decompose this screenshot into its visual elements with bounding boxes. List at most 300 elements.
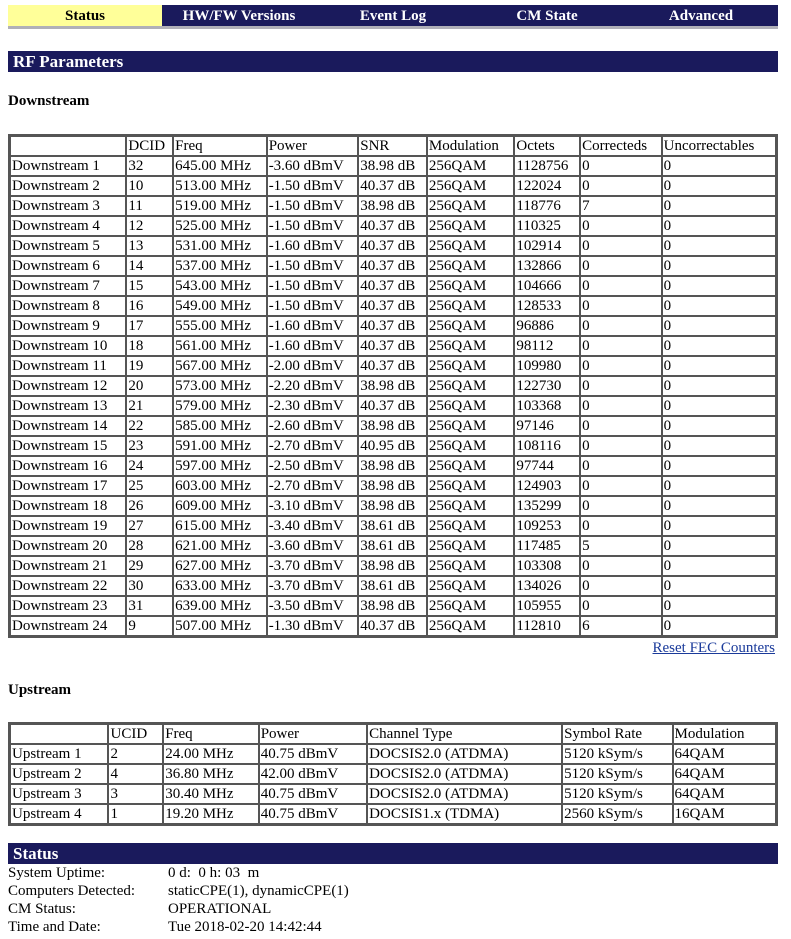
table-cell: Downstream 11 xyxy=(10,356,126,376)
table-cell: Downstream 5 xyxy=(10,236,126,256)
table-row xyxy=(10,236,776,256)
table-row xyxy=(10,456,776,476)
table-cell: Downstream 15 xyxy=(10,436,126,456)
column-header: Modulation xyxy=(427,136,515,156)
downstream-header-row xyxy=(10,136,776,156)
table-cell: 609.00 MHz xyxy=(173,496,267,516)
table-cell: Downstream 16 xyxy=(10,456,126,476)
table-cell: 15 xyxy=(126,276,173,296)
table-cell: 0 xyxy=(662,296,776,316)
table-cell: 17 xyxy=(126,316,173,336)
table-cell: 256QAM xyxy=(427,156,515,176)
status-label: System Uptime: xyxy=(8,865,106,881)
table-cell: 40.37 dB xyxy=(358,396,427,416)
column-header: Correcteds xyxy=(580,136,662,156)
table-cell: 24.00 MHz xyxy=(163,744,259,764)
table-row xyxy=(10,216,776,236)
table-cell: 0 xyxy=(662,476,776,496)
status-row-computers xyxy=(8,882,349,900)
table-cell: 38.61 dB xyxy=(358,536,427,556)
table-cell: 0 xyxy=(580,236,662,256)
table-cell: 256QAM xyxy=(427,316,515,336)
table-cell: 21 xyxy=(126,396,173,416)
table-cell: 256QAM xyxy=(427,436,515,456)
table-cell: 20 xyxy=(126,376,173,396)
table-cell: -1.50 dBmV xyxy=(267,256,359,276)
tab-hw-fw-versions[interactable]: HW/FW Versions xyxy=(182,8,296,24)
table-cell: 40.37 dB xyxy=(358,356,427,376)
table-cell: 64QAM xyxy=(673,764,776,784)
table-row xyxy=(10,496,776,516)
table-row xyxy=(10,436,776,456)
table-cell: 0 xyxy=(662,616,776,636)
table-cell: 40.37 dB xyxy=(358,176,427,196)
table-cell: Upstream 4 xyxy=(10,804,108,824)
table-cell: 5120 kSym/s xyxy=(562,744,672,764)
table-cell: 38.61 dB xyxy=(358,516,427,536)
table-cell: 633.00 MHz xyxy=(173,576,267,596)
table-cell: 256QAM xyxy=(427,616,515,636)
table-cell: 0 xyxy=(580,176,662,196)
table-cell: 36.80 MHz xyxy=(163,764,259,784)
table-cell: Downstream 1 xyxy=(10,156,126,176)
table-cell: -2.00 dBmV xyxy=(267,356,359,376)
table-cell: -3.60 dBmV xyxy=(267,536,359,556)
column-header: Octets xyxy=(514,136,580,156)
column-header: DCID xyxy=(126,136,173,156)
table-row xyxy=(10,784,776,804)
table-cell: 256QAM xyxy=(427,216,515,236)
tab-advanced[interactable]: Advanced xyxy=(668,8,734,24)
table-cell: 555.00 MHz xyxy=(173,316,267,336)
table-cell: 537.00 MHz xyxy=(173,256,267,276)
table-cell: 0 xyxy=(662,356,776,376)
status-section-header: Status xyxy=(8,843,778,864)
table-cell: Downstream 24 xyxy=(10,616,126,636)
table-cell: 103308 xyxy=(514,556,580,576)
tab-cm-state[interactable]: CM State xyxy=(516,8,578,24)
table-cell: 109980 xyxy=(514,356,580,376)
table-cell: 40.37 dB xyxy=(358,256,427,276)
table-cell: 135299 xyxy=(514,496,580,516)
table-cell: Upstream 1 xyxy=(10,744,108,764)
column-header: Symbol Rate xyxy=(562,724,672,744)
table-cell: 519.00 MHz xyxy=(173,196,267,216)
table-cell: 513.00 MHz xyxy=(173,176,267,196)
table-cell: 0 xyxy=(662,156,776,176)
table-cell: Downstream 19 xyxy=(10,516,126,536)
table-cell: 32 xyxy=(126,156,173,176)
table-cell: 96886 xyxy=(514,316,580,336)
status-value: staticCPE(1), dynamicCPE(1) xyxy=(168,883,349,899)
table-cell: 40.75 dBmV xyxy=(259,784,367,804)
table-cell: -1.30 dBmV xyxy=(267,616,359,636)
table-cell: -2.20 dBmV xyxy=(267,376,359,396)
table-cell: -2.50 dBmV xyxy=(267,456,359,476)
table-cell: 16 xyxy=(126,296,173,316)
table-cell: 579.00 MHz xyxy=(173,396,267,416)
table-cell: 0 xyxy=(662,496,776,516)
table-row xyxy=(10,336,776,356)
table-cell: 256QAM xyxy=(427,256,515,276)
table-cell: 40.37 dB xyxy=(358,276,427,296)
table-cell: 639.00 MHz xyxy=(173,596,267,616)
status-value: Tue 2018-02-20 14:42:44 xyxy=(168,919,322,935)
table-cell: Upstream 2 xyxy=(10,764,108,784)
status-row-cm-status xyxy=(8,900,349,918)
table-cell: 0 xyxy=(580,516,662,536)
table-row xyxy=(10,596,776,616)
table-cell: 0 xyxy=(580,436,662,456)
table-cell: 0 xyxy=(662,196,776,216)
table-cell: 0 xyxy=(580,476,662,496)
table-cell: 0 xyxy=(662,336,776,356)
column-header: Power xyxy=(259,724,367,744)
table-cell: 0 xyxy=(662,556,776,576)
table-cell: 19.20 MHz xyxy=(163,804,259,824)
table-cell: Downstream 14 xyxy=(10,416,126,436)
table-cell: 507.00 MHz xyxy=(173,616,267,636)
table-cell: 256QAM xyxy=(427,516,515,536)
table-row xyxy=(10,156,776,176)
table-cell: 6 xyxy=(580,616,662,636)
table-row xyxy=(10,396,776,416)
table-cell: 64QAM xyxy=(673,784,776,804)
table-cell: -1.50 dBmV xyxy=(267,276,359,296)
table-cell: 124903 xyxy=(514,476,580,496)
table-cell: 531.00 MHz xyxy=(173,236,267,256)
table-row xyxy=(10,176,776,196)
table-row xyxy=(10,196,776,216)
table-cell: 256QAM xyxy=(427,476,515,496)
table-cell: -1.60 dBmV xyxy=(267,316,359,336)
table-cell: 38.98 dB xyxy=(358,156,427,176)
table-cell: 256QAM xyxy=(427,596,515,616)
table-cell: 31 xyxy=(126,596,173,616)
table-cell: -1.60 dBmV xyxy=(267,236,359,256)
table-cell: 256QAM xyxy=(427,416,515,436)
table-cell: -2.60 dBmV xyxy=(267,416,359,436)
table-cell: 256QAM xyxy=(427,456,515,476)
table-cell: Downstream 10 xyxy=(10,336,126,356)
table-cell: 26 xyxy=(126,496,173,516)
table-cell: 256QAM xyxy=(427,236,515,256)
table-row xyxy=(10,416,776,436)
table-cell: 98112 xyxy=(514,336,580,356)
column-header: SNR xyxy=(358,136,427,156)
table-cell: -3.50 dBmV xyxy=(267,596,359,616)
table-cell: 24 xyxy=(126,456,173,476)
table-cell: 10 xyxy=(126,176,173,196)
table-cell: 7 xyxy=(580,196,662,216)
table-cell: 5120 kSym/s xyxy=(562,784,672,804)
table-cell: 0 xyxy=(662,436,776,456)
top-nav xyxy=(8,5,778,29)
table-cell: 0 xyxy=(580,556,662,576)
table-cell: -3.40 dBmV xyxy=(267,516,359,536)
table-cell: 40.95 dB xyxy=(358,436,427,456)
table-cell: 38.61 dB xyxy=(358,576,427,596)
table-cell: DOCSIS2.0 (ATDMA) xyxy=(367,784,562,804)
table-cell: Downstream 22 xyxy=(10,576,126,596)
table-cell: 23 xyxy=(126,436,173,456)
table-cell: 0 xyxy=(662,256,776,276)
table-cell: 40.37 dB xyxy=(358,216,427,236)
table-cell: Downstream 23 xyxy=(10,596,126,616)
table-cell: Downstream 9 xyxy=(10,316,126,336)
table-cell: 40.75 dBmV xyxy=(259,804,367,824)
table-cell: Downstream 4 xyxy=(10,216,126,236)
table-cell: 615.00 MHz xyxy=(173,516,267,536)
table-row xyxy=(10,536,776,556)
table-cell: 19 xyxy=(126,356,173,376)
table-cell: 30 xyxy=(126,576,173,596)
table-cell: 256QAM xyxy=(427,556,515,576)
table-cell: 42.00 dBmV xyxy=(259,764,367,784)
table-cell: 621.00 MHz xyxy=(173,536,267,556)
table-cell: 110325 xyxy=(514,216,580,236)
table-cell: 40.37 dB xyxy=(358,296,427,316)
status-label: Time and Date: xyxy=(8,919,101,935)
table-cell: 40.37 dB xyxy=(358,236,427,256)
tab-event-log[interactable]: Event Log xyxy=(359,8,427,24)
table-cell: 256QAM xyxy=(427,496,515,516)
table-cell: 13 xyxy=(126,236,173,256)
table-cell: 105955 xyxy=(514,596,580,616)
table-cell: 122024 xyxy=(514,176,580,196)
table-row xyxy=(10,516,776,536)
table-cell: Downstream 20 xyxy=(10,536,126,556)
table-cell: Downstream 8 xyxy=(10,296,126,316)
table-cell: 0 xyxy=(662,236,776,256)
status-value: OPERATIONAL xyxy=(168,901,272,917)
table-cell: DOCSIS2.0 (ATDMA) xyxy=(367,764,562,784)
column-header: Channel Type xyxy=(367,724,562,744)
table-row xyxy=(10,296,776,316)
table-cell: 256QAM xyxy=(427,376,515,396)
table-cell: 0 xyxy=(662,176,776,196)
table-cell: 0 xyxy=(662,456,776,476)
table-cell: 25 xyxy=(126,476,173,496)
table-cell: 14 xyxy=(126,256,173,276)
table-cell: 38.98 dB xyxy=(358,476,427,496)
table-cell: 134026 xyxy=(514,576,580,596)
table-row xyxy=(10,376,776,396)
table-cell: 0 xyxy=(580,396,662,416)
status-row-time-date xyxy=(8,918,349,936)
table-cell: 0 xyxy=(580,256,662,276)
table-cell: -1.50 dBmV xyxy=(267,216,359,236)
rf-parameters-header: RF Parameters xyxy=(8,51,778,72)
column-header: Modulation xyxy=(673,724,776,744)
table-cell: 108116 xyxy=(514,436,580,456)
table-cell: -3.70 dBmV xyxy=(267,576,359,596)
table-row xyxy=(10,744,776,764)
table-cell: 0 xyxy=(580,416,662,436)
table-cell: 30.40 MHz xyxy=(163,784,259,804)
table-cell: 256QAM xyxy=(427,396,515,416)
table-cell: -2.30 dBmV xyxy=(267,396,359,416)
table-row xyxy=(10,556,776,576)
table-cell: Downstream 21 xyxy=(10,556,126,576)
table-row xyxy=(10,764,776,784)
table-cell: -3.70 dBmV xyxy=(267,556,359,576)
table-cell: 573.00 MHz xyxy=(173,376,267,396)
table-cell: 0 xyxy=(580,596,662,616)
table-cell: 0 xyxy=(662,376,776,396)
table-cell: Downstream 7 xyxy=(10,276,126,296)
table-cell: 256QAM xyxy=(427,576,515,596)
table-cell: 28 xyxy=(126,536,173,556)
table-cell: 109253 xyxy=(514,516,580,536)
status-label: Computers Detected: xyxy=(8,883,136,899)
table-cell: 16QAM xyxy=(673,804,776,824)
table-cell: 38.98 dB xyxy=(358,556,427,576)
table-cell: 0 xyxy=(662,576,776,596)
status-row-uptime xyxy=(8,864,349,882)
table-cell: 38.98 dB xyxy=(358,416,427,436)
table-cell: 0 xyxy=(662,536,776,556)
table-cell: -3.60 dBmV xyxy=(267,156,359,176)
table-cell: 38.98 dB xyxy=(358,456,427,476)
table-cell: 97146 xyxy=(514,416,580,436)
downstream-table xyxy=(8,134,778,638)
table-cell: 256QAM xyxy=(427,296,515,316)
table-cell: 103368 xyxy=(514,396,580,416)
table-cell: -1.50 dBmV xyxy=(267,196,359,216)
table-cell: 3 xyxy=(108,784,163,804)
table-cell: 0 xyxy=(662,216,776,236)
table-cell: 40.37 dB xyxy=(358,316,427,336)
column-header: Power xyxy=(267,136,359,156)
table-cell: 40.37 dB xyxy=(358,336,427,356)
table-cell: 0 xyxy=(662,316,776,336)
table-cell: 117485 xyxy=(514,536,580,556)
table-row xyxy=(10,576,776,596)
table-cell: 0 xyxy=(662,596,776,616)
table-cell: 0 xyxy=(580,336,662,356)
tab-status[interactable]: Status xyxy=(8,5,162,26)
table-cell: 104666 xyxy=(514,276,580,296)
table-cell: 132866 xyxy=(514,256,580,276)
table-cell: 9 xyxy=(126,616,173,636)
table-cell: 22 xyxy=(126,416,173,436)
table-row xyxy=(10,616,776,636)
table-cell: 645.00 MHz xyxy=(173,156,267,176)
table-row xyxy=(10,804,776,824)
table-cell: 603.00 MHz xyxy=(173,476,267,496)
table-cell: 29 xyxy=(126,556,173,576)
table-cell: 12 xyxy=(126,216,173,236)
table-cell: 0 xyxy=(580,496,662,516)
table-cell: -2.70 dBmV xyxy=(267,476,359,496)
column-header xyxy=(10,136,126,156)
table-cell: DOCSIS2.0 (ATDMA) xyxy=(367,744,562,764)
table-cell: 5 xyxy=(580,536,662,556)
table-cell: 2 xyxy=(108,744,163,764)
table-cell: 128533 xyxy=(514,296,580,316)
table-cell: 112810 xyxy=(514,616,580,636)
table-cell: 11 xyxy=(126,196,173,216)
table-cell: 256QAM xyxy=(427,356,515,376)
table-cell: -1.60 dBmV xyxy=(267,336,359,356)
table-cell: 118776 xyxy=(514,196,580,216)
table-cell: 256QAM xyxy=(427,276,515,296)
column-header: Freq xyxy=(173,136,267,156)
table-cell: 256QAM xyxy=(427,536,515,556)
table-cell: Downstream 3 xyxy=(10,196,126,216)
upstream-header-row xyxy=(10,724,776,744)
table-cell: 549.00 MHz xyxy=(173,296,267,316)
table-cell: 256QAM xyxy=(427,196,515,216)
table-cell: -1.50 dBmV xyxy=(267,176,359,196)
table-cell: -3.10 dBmV xyxy=(267,496,359,516)
table-cell: 0 xyxy=(580,576,662,596)
table-cell: 27 xyxy=(126,516,173,536)
table-cell: Downstream 2 xyxy=(10,176,126,196)
table-cell: Upstream 3 xyxy=(10,784,108,804)
table-cell: 591.00 MHz xyxy=(173,436,267,456)
table-cell: 97744 xyxy=(514,456,580,476)
status-value: 0 d: 0 h: 03 m xyxy=(168,865,260,881)
table-cell: 1128756 xyxy=(514,156,580,176)
status-label: CM Status: xyxy=(8,901,76,917)
table-row xyxy=(10,476,776,496)
table-cell: 561.00 MHz xyxy=(173,336,267,356)
table-cell: 0 xyxy=(580,156,662,176)
table-cell: 40.75 dBmV xyxy=(259,744,367,764)
table-cell: 38.98 dB xyxy=(358,596,427,616)
table-cell: 1 xyxy=(108,804,163,824)
table-cell: 256QAM xyxy=(427,336,515,356)
table-cell: 38.98 dB xyxy=(358,376,427,396)
table-row xyxy=(10,356,776,376)
table-cell: 0 xyxy=(580,456,662,476)
column-header xyxy=(10,724,108,744)
table-cell: DOCSIS1.x (TDMA) xyxy=(367,804,562,824)
table-cell: 597.00 MHz xyxy=(173,456,267,476)
table-cell: 0 xyxy=(580,316,662,336)
table-cell: 585.00 MHz xyxy=(173,416,267,436)
table-cell: 5120 kSym/s xyxy=(562,764,672,784)
table-row xyxy=(10,276,776,296)
table-cell: Downstream 13 xyxy=(10,396,126,416)
downstream-heading: Downstream xyxy=(8,93,90,109)
table-cell: 525.00 MHz xyxy=(173,216,267,236)
table-cell: 2560 kSym/s xyxy=(562,804,672,824)
status-info xyxy=(8,864,349,936)
table-cell: Downstream 18 xyxy=(10,496,126,516)
table-cell: 102914 xyxy=(514,236,580,256)
table-cell: 64QAM xyxy=(673,744,776,764)
table-cell: 0 xyxy=(580,216,662,236)
column-header: Freq xyxy=(163,724,259,744)
table-row xyxy=(10,316,776,336)
table-cell: 38.98 dB xyxy=(358,496,427,516)
table-cell: 122730 xyxy=(514,376,580,396)
table-cell: 0 xyxy=(662,416,776,436)
table-cell: 18 xyxy=(126,336,173,356)
table-cell: 0 xyxy=(580,356,662,376)
table-row xyxy=(10,256,776,276)
table-cell: Downstream 17 xyxy=(10,476,126,496)
reset-fec-counters-link[interactable]: Reset FEC Counters xyxy=(652,640,775,656)
table-cell: 38.98 dB xyxy=(358,196,427,216)
table-cell: 627.00 MHz xyxy=(173,556,267,576)
upstream-table xyxy=(8,722,778,826)
table-cell: 567.00 MHz xyxy=(173,356,267,376)
table-cell: 0 xyxy=(662,276,776,296)
